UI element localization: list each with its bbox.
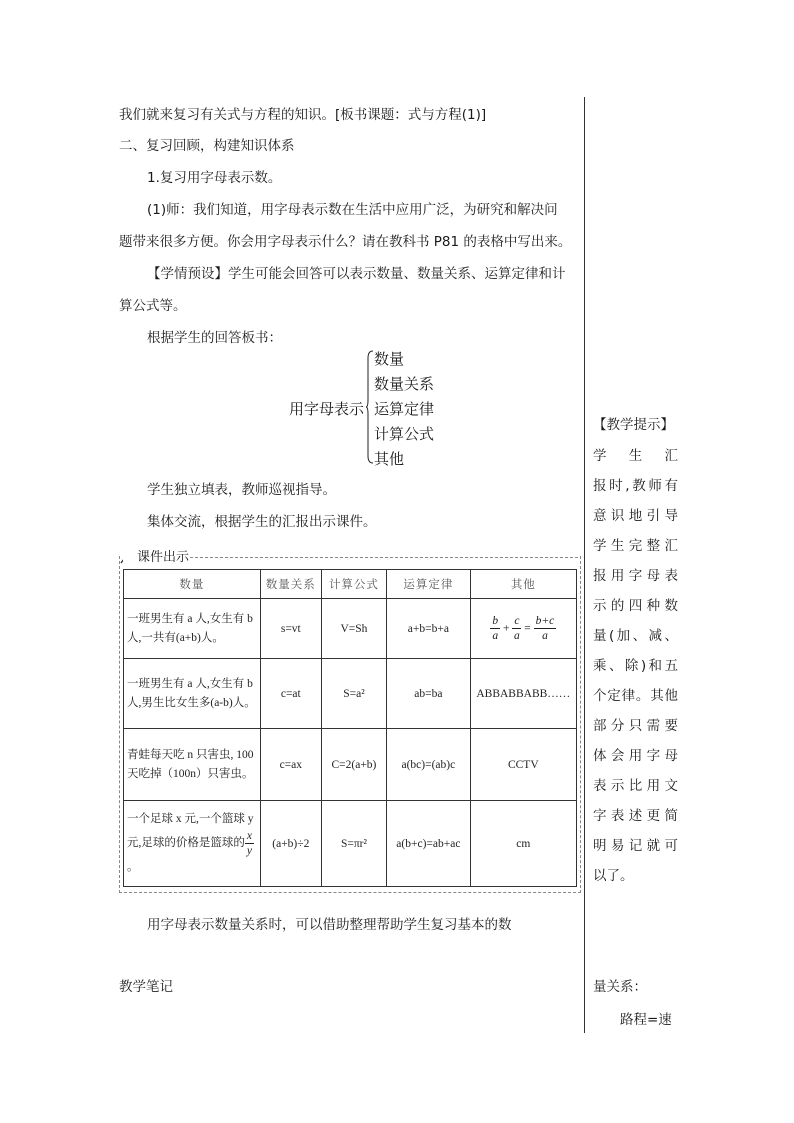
board-item: 数量 bbox=[374, 352, 405, 368]
section-heading: 二、复习回顾，构建知识体系 bbox=[119, 138, 295, 154]
title-rule bbox=[190, 557, 578, 558]
cell-law: a(bc)=(ab)c bbox=[387, 729, 471, 801]
cell-formula: V=Sh bbox=[321, 599, 386, 659]
sidebar-line: 学生完整汇 bbox=[593, 538, 678, 554]
sidebar-line: 明易记就可 bbox=[593, 838, 678, 854]
header-other: 其他 bbox=[470, 570, 576, 599]
table-row bbox=[124, 729, 577, 801]
paragraph-4b: 题带来很多方便。你会用字母表示什么？请在教科书 P81 的表格中写出来。 bbox=[119, 234, 572, 250]
header-relation: 数量关系 bbox=[260, 570, 321, 599]
sidebar-line: 以了。 bbox=[593, 868, 634, 884]
cell-relation: s=vt bbox=[260, 599, 321, 659]
cell-law: ab=ba bbox=[387, 659, 471, 729]
paragraph-8: 集体交流，根据学生的汇报出示课件。 bbox=[147, 514, 377, 530]
notes-label: 教学笔记 bbox=[119, 979, 173, 995]
paragraph-4a: (1)师：我们知道，用字母表示数在生活中应用广泛，为研究和解决问 bbox=[147, 202, 558, 218]
board-item: 其他 bbox=[374, 452, 405, 468]
sidebar-line: 字表述更简 bbox=[593, 808, 678, 824]
sidebar-line: 学 生 汇 bbox=[593, 448, 678, 464]
brace-icon bbox=[366, 350, 374, 464]
paragraph-3: 1.复习用字母表示数。 bbox=[147, 170, 282, 186]
cell-formula: C=2(a+b) bbox=[321, 729, 386, 801]
cell-relation: c=at bbox=[260, 659, 321, 729]
paragraph-6: 根据学生的回答板书： bbox=[147, 330, 282, 346]
sidebar-bottom-1: 量关系： bbox=[593, 979, 647, 995]
cell-relation: (a+b)÷2 bbox=[260, 801, 321, 887]
paragraph-1: 我们就来复习有关式与方程的知识。[板书课题：式与方程(1)] bbox=[119, 107, 487, 123]
column-divider bbox=[584, 97, 585, 1033]
cell-other-fraction: $\frac{b}{a}$ + $\frac{c}{a}$ = $\frac{b+c}{a}$ bbox=[470, 599, 576, 659]
cell-quantity: 一班男生有 a 人,女生有 b 人,男生比女生多(a-b)人。 bbox=[124, 659, 261, 729]
sidebar-title: 【教学提示】 bbox=[593, 417, 674, 433]
cell-formula: S=πr² bbox=[321, 801, 386, 887]
table-row bbox=[124, 659, 577, 729]
cell-quantity: 一班男生有 a 人,女生有 b 人,一共有(a+b)人。 bbox=[124, 599, 261, 659]
board-item: 计算公式 bbox=[374, 427, 435, 443]
header-law: 运算定律 bbox=[387, 570, 471, 599]
cell-law: a+b=b+a bbox=[387, 599, 471, 659]
sidebar-line: 表示比用文 bbox=[593, 778, 678, 794]
cell-other: ABBABBABB…… bbox=[470, 659, 576, 729]
sidebar-line: 量(加、减、 bbox=[593, 628, 678, 644]
board-item: 数量关系 bbox=[374, 377, 435, 393]
cell-relation: c=ax bbox=[260, 729, 321, 801]
courseware-table bbox=[123, 569, 577, 887]
sidebar-bottom-2: 路程=速 bbox=[620, 1012, 672, 1028]
table-row bbox=[124, 599, 577, 659]
board-item: 运算定律 bbox=[374, 402, 435, 418]
cell-other: CCTV bbox=[470, 729, 576, 801]
paragraph-5a: 【学情预设】学生可能会回答可以表示数量、数量关系、运算定律和计 bbox=[147, 266, 566, 282]
header-formula: 计算公式 bbox=[321, 570, 386, 599]
sidebar-line: 部分只需要 bbox=[593, 718, 678, 734]
sidebar-line: 个定律。其他 bbox=[593, 688, 678, 704]
courseware-title: 课件出示 bbox=[123, 546, 193, 565]
sidebar-line: 体会用字母 bbox=[593, 748, 678, 764]
sidebar-line: 意识地引导 bbox=[593, 508, 678, 524]
cell-quantity: 一个足球 x 元,一个篮球 y 元,足球的价格是篮球的 $\frac{x}{y}$ 。 bbox=[124, 801, 261, 887]
cell-other: cm bbox=[470, 801, 576, 887]
sidebar-line: 报用字母表 bbox=[593, 568, 678, 584]
paragraph-9: 用字母表示数量关系时，可以借助整理帮助学生复习基本的数 bbox=[147, 917, 512, 933]
sidebar-line: 示的四种数 bbox=[593, 598, 678, 614]
cell-quantity: 青蛙每天吃 n 只害虫, 100 天吃掉（100n）只害虫。 bbox=[124, 729, 261, 801]
paragraph-7: 学生独立填表，教师巡视指导。 bbox=[147, 482, 336, 498]
cell-formula: S=a² bbox=[321, 659, 386, 729]
table-row bbox=[124, 801, 577, 887]
sidebar-line: 乘、除)和五 bbox=[593, 658, 678, 674]
sidebar-line: 报时,教师有 bbox=[593, 478, 678, 494]
cell-law: a(b+c)=ab+ac bbox=[387, 801, 471, 887]
board-label: 用字母表示 bbox=[289, 402, 365, 418]
paragraph-5b: 算公式等。 bbox=[119, 298, 187, 314]
header-quantity: 数量 bbox=[124, 570, 261, 599]
